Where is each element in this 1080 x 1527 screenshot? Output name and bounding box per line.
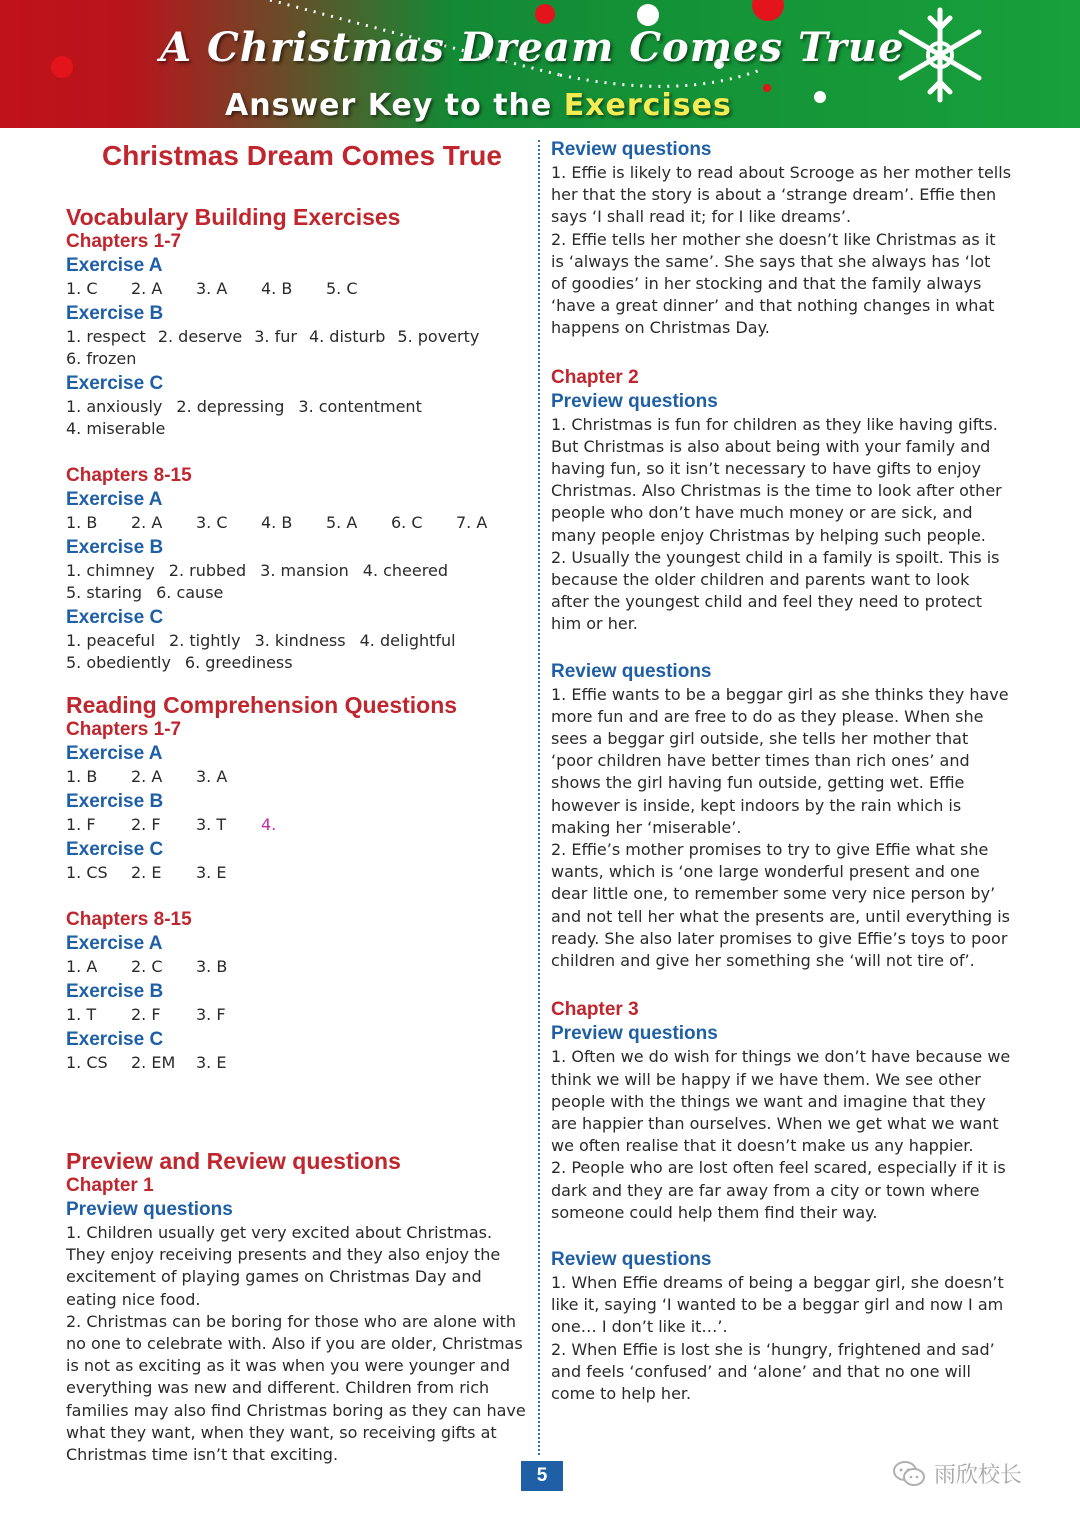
answer-row: [66, 278, 528, 300]
text-line: 1. When Effie dreams of being a beggar girl, she doesn’t: [551, 1272, 1004, 1292]
text-line: everything was new and different. Children from rich: [66, 1378, 490, 1398]
chapter-heading: Chapter 3: [551, 999, 639, 1021]
answer: 2. F: [131, 1005, 161, 1024]
watermark-text: 雨欣校长: [934, 1463, 1023, 1488]
answer: 3. A: [196, 279, 228, 298]
paragraph: [66, 1311, 528, 1466]
answer: 5. staring: [66, 583, 143, 602]
answer-row: [66, 512, 528, 534]
text-line: having fun, so it isn’t necessary to have gifts to enjoy: [551, 459, 981, 479]
paragraph: [551, 547, 1021, 636]
text-line: ‘poor children have better times than rich ones’ and: [551, 751, 970, 771]
text-line: someone could help them find their way.: [551, 1202, 878, 1222]
text-line: dark and they are far away from a city or town where: [551, 1180, 980, 1200]
paragraph: [551, 1339, 1021, 1406]
answer: 5. obediently: [66, 653, 171, 672]
answer: 3. kindness: [254, 631, 346, 650]
banner-subtitle-text: Answer Key to the: [225, 88, 564, 123]
text-line: happens on Christmas Day.: [551, 318, 770, 338]
text-line: what they want, when they want, so receiving gifts at: [66, 1422, 497, 1442]
answer: 4. disturb: [308, 327, 386, 346]
paragraph-group: [66, 1222, 528, 1466]
chapter-heading: Chapters 1-7: [66, 719, 182, 740]
ornament-dot: [51, 56, 73, 78]
chapter-heading: Chapters 8-15: [66, 465, 192, 486]
answer: 2. deserve: [157, 327, 243, 346]
text-line: eating nice food.: [66, 1289, 201, 1309]
answer: 1. C: [66, 279, 98, 298]
answer: 4. B: [261, 513, 293, 532]
answer: 1. anxiously: [66, 397, 163, 416]
answer: 1. B: [66, 513, 98, 532]
answer: 3. F: [196, 1005, 226, 1024]
text-line: families may also find Christmas boring as they can have: [66, 1400, 526, 1420]
text-line: 1. Christmas is fun for children as they like having gifts.: [551, 414, 998, 434]
text-line: They enjoy receiving presents and they also enjoy the: [66, 1245, 501, 1265]
text-line: children and give her something she ‘will not tire of’.: [551, 951, 975, 971]
text-line: sees a beggar girl outside, she tells her mother that: [551, 729, 969, 749]
snowflake-icon: [901, 10, 979, 100]
answer: 4. delightful: [359, 631, 456, 650]
text-line: because the older children and parents want to look: [551, 570, 970, 590]
answer: 1. B: [66, 767, 98, 786]
answer-row: [66, 814, 528, 836]
answer-row: [66, 956, 528, 978]
header-banner: [0, 0, 1080, 128]
answer: 1. A: [66, 957, 98, 976]
banner-subtitle-highlight: Exercises: [563, 88, 732, 123]
text-line: people with the things we want and imagine that they: [551, 1091, 986, 1111]
answer: 2. depressing: [176, 397, 285, 416]
answer-row: [66, 766, 528, 788]
paragraph: [551, 1046, 1021, 1157]
text-line: think we will be happy if we have them. We see other: [551, 1069, 981, 1089]
text-line: after the youngest child and feel they need to protect: [551, 592, 983, 612]
paragraph: [551, 229, 1021, 340]
answer: 2. EM: [131, 1053, 176, 1072]
subsection-heading: Preview questions: [551, 1023, 718, 1045]
text-line: him or her.: [551, 614, 638, 634]
answer: 3. C: [196, 513, 228, 532]
answer: 3. contentment: [298, 397, 422, 416]
answer-row: [66, 560, 528, 582]
page-number: 5: [521, 1461, 563, 1491]
answer: 7. A: [456, 513, 488, 532]
answer: 3. E: [196, 863, 227, 882]
banner-subtitle: [225, 88, 732, 123]
answer: 2. A: [131, 767, 163, 786]
text-line: Christmas time isn’t that exciting.: [66, 1445, 339, 1465]
text-line: however is inside, kept indoors by the rain which is: [551, 795, 962, 815]
ornament-dot: [763, 84, 771, 92]
answer: 2. A: [131, 513, 163, 532]
text-line: are happier than ourselves. When we get what we want: [551, 1113, 999, 1133]
answer: 5. A: [326, 513, 358, 532]
text-line: excitement of playing games on Christmas Day and: [66, 1267, 482, 1287]
answer: 2. C: [131, 957, 163, 976]
exercise-heading: Exercise B: [66, 537, 164, 558]
subsection-heading: Review questions: [551, 139, 712, 160]
exercise-heading: Exercise C: [66, 373, 164, 394]
text-line: 1. Often we do wish for things we don’t have because we: [551, 1047, 1011, 1067]
subsection-heading: Preview questions: [551, 390, 718, 412]
text-line: 1. Effie is likely to read about Scrooge as her mother tells: [551, 163, 1012, 182]
answer-row: [66, 326, 528, 348]
answer: 2. E: [131, 863, 162, 882]
right-column: [551, 138, 1021, 1405]
answer: 6. frozen: [66, 349, 137, 368]
text-line: Christmas. Also Christmas is the time to look after other: [551, 481, 1002, 501]
text-line: many people enjoy Christmas by helping such people.: [551, 525, 986, 545]
answer-row: [66, 1004, 528, 1026]
section-heading-vocabulary: Vocabulary Building Exercises: [66, 204, 401, 230]
answer: 3. mansion: [260, 561, 349, 580]
answer-row: [66, 348, 528, 370]
answer: 1. respect: [66, 327, 146, 346]
answer: 3. A: [196, 767, 228, 786]
exercise-heading: Exercise A: [66, 255, 163, 276]
text-line: 1. Children usually get very excited about Christmas.: [66, 1223, 493, 1242]
text-line: more fun and are free to do as they please. When she: [551, 706, 984, 726]
text-line: 2. Effie tells her mother she doesn’t like Christmas as it: [551, 229, 996, 249]
text-line: is ‘always the same’. She says that she always has ‘lot: [551, 251, 991, 271]
ornament-dot: [637, 4, 659, 26]
text-line: of goodies’ in her stocking and that the family always: [551, 274, 982, 294]
dotted-swirl: [560, 70, 760, 86]
left-column: [66, 138, 528, 1466]
answer: 2. A: [131, 279, 163, 298]
text-line: people who don’t have much money or are sick, and: [551, 503, 973, 523]
ornament-dot: [814, 91, 826, 103]
answer-row: [66, 1052, 528, 1074]
answer: 1. F: [66, 815, 96, 834]
answer: 4. cheered: [362, 561, 448, 580]
answer-row: [66, 630, 528, 652]
text-line: ‘have a great dinner’ and that nothing changes in what: [551, 296, 995, 316]
answer: 5. poverty: [397, 327, 480, 346]
chapter-heading: Chapters 1-7: [66, 231, 182, 252]
paragraph: [551, 162, 1021, 229]
text-line: we often realise that it doesn’t make us any happier.: [551, 1136, 974, 1156]
exercise-heading: Exercise A: [66, 489, 163, 510]
chapter-heading: Chapters 8-15: [66, 909, 192, 930]
paragraph: [551, 1272, 1021, 1339]
text-line: ready. She also later promises to give Effie’s toys to poor: [551, 928, 1008, 948]
answer: 3. T: [196, 815, 227, 834]
answer: 4. B: [261, 279, 293, 298]
answer: 2. F: [131, 815, 161, 834]
column-divider: [538, 140, 540, 1455]
banner-title: A Christmas Dream Comes True: [160, 24, 905, 71]
text-line: and feels ‘confused’ and ‘alone’ and that no one will: [551, 1361, 971, 1381]
section-heading-preview-review: Preview and Review questions: [66, 1148, 401, 1174]
paragraph: [551, 414, 1021, 547]
exercise-heading: Exercise A: [66, 743, 163, 764]
answer-row: [66, 652, 528, 674]
chapter-heading: Chapter 1: [66, 1175, 154, 1196]
chapter-heading: Chapter 2: [551, 366, 639, 388]
answer-row: [66, 582, 528, 604]
answer: 5. C: [326, 279, 358, 298]
watermark: [892, 1458, 1022, 1489]
paragraph: [551, 684, 1021, 839]
answer: 4. miserable: [66, 419, 166, 438]
answer: 1. CS: [66, 863, 108, 882]
ornament-dot: [535, 4, 555, 24]
text-line: says ‘I shall read it; for I like dreams’.: [551, 207, 852, 227]
exercise-heading: Exercise B: [66, 303, 164, 324]
text-line: 2. Effie’s mother promises to try to give Effie what she: [551, 840, 989, 860]
text-line: like it, saying ‘I wanted to be a beggar girl and now I am: [551, 1295, 1004, 1315]
text-line: and not tell her what the presents are, until everything is: [551, 906, 1010, 926]
answer-row: [66, 418, 528, 440]
text-line: come to help her.: [551, 1383, 692, 1403]
answer: 1. T: [66, 1005, 97, 1024]
text-line: 2. Usually the youngest child in a family is spoilt. This is: [551, 547, 1000, 567]
answer: 6. cause: [156, 583, 224, 602]
answer: 2. rubbed: [168, 561, 247, 580]
answer: 2. tightly: [169, 631, 241, 650]
text-line: 2. Christmas can be boring for those who are alone with: [66, 1311, 517, 1331]
chat-bubbles-icon: [892, 1460, 926, 1488]
answer: 3. E: [196, 1053, 227, 1072]
text-line: one… I don’t like it…’.: [551, 1317, 728, 1337]
answer: 1. peaceful: [66, 631, 156, 650]
answer: 1. CS: [66, 1053, 108, 1072]
text-line: 2. People who are lost often feel scared, especially if it is: [551, 1158, 1006, 1178]
exercise-heading: Exercise C: [66, 839, 164, 860]
text-line: shows the girl having fun outside, getting wet. Effie: [551, 773, 965, 793]
text-line: 2. When Effie is lost she is ‘hungry, frightened and sad’: [551, 1339, 995, 1359]
paragraph: [551, 1157, 1021, 1224]
ornament-dot: [752, 0, 784, 21]
answer: 3. B: [196, 957, 228, 976]
answer: 6. C: [391, 513, 423, 532]
text-line: her that the story is about a ‘strange dream’. Effie then: [551, 185, 997, 205]
paragraph: [66, 1222, 528, 1311]
answer: 1. chimney: [66, 561, 155, 580]
exercise-heading: Exercise C: [66, 1029, 164, 1050]
text-line: no one to celebrate with. Also if you are older, Christmas: [66, 1334, 523, 1354]
exercise-heading: Exercise B: [66, 981, 164, 1002]
subsection-heading: Review questions: [551, 1248, 712, 1270]
exercise-heading: Exercise B: [66, 791, 164, 812]
exercise-heading: Exercise A: [66, 933, 163, 954]
answer: 6. greediness: [184, 653, 293, 672]
answer: 3. fur: [254, 327, 297, 346]
exercise-heading: Exercise C: [66, 607, 164, 628]
subsection-heading: Review questions: [551, 660, 712, 682]
subsection-heading: Preview questions: [66, 1199, 233, 1220]
text-line: But Christmas is also about being with your family and: [551, 436, 991, 456]
answer-row: [66, 862, 528, 884]
page-title: Christmas Dream Comes True: [102, 140, 502, 171]
answer: 4.: [261, 815, 277, 834]
text-line: making her ‘miserable’.: [551, 817, 742, 837]
text-line: is not as exciting as it was when you were younger and: [66, 1356, 510, 1376]
text-line: wants, which is ‘one large wonderful present and one: [551, 862, 980, 882]
answer-row: [66, 396, 528, 418]
section-heading-reading: Reading Comprehension Questions: [66, 692, 458, 718]
text-line: dear little one, to remember some very nice person by’: [551, 884, 996, 904]
text-line: 1. Effie wants to be a beggar girl as she thinks they have: [551, 684, 1009, 704]
paragraph: [551, 839, 1021, 972]
